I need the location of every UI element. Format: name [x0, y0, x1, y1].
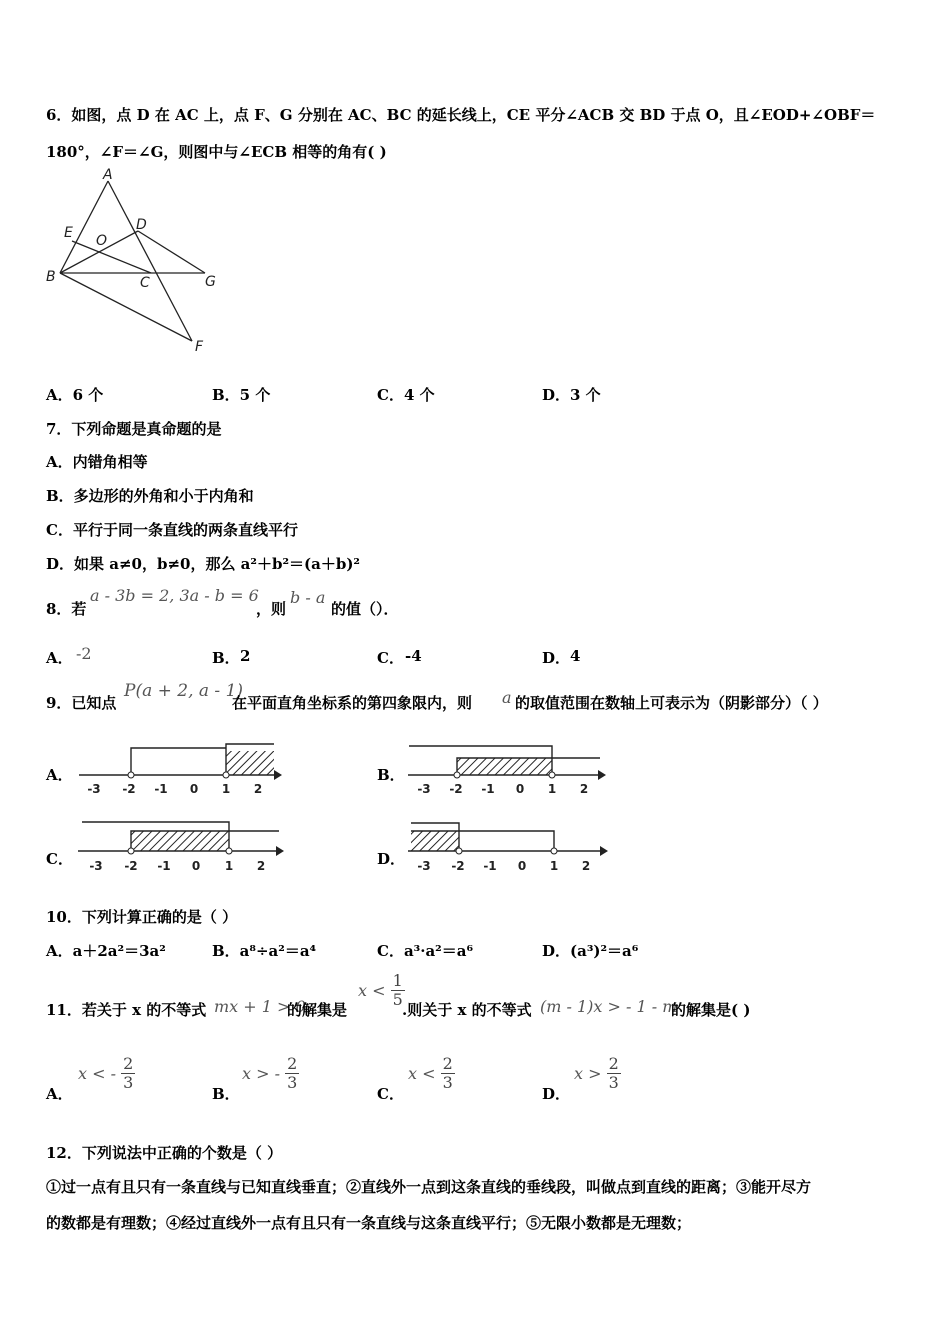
q6-geometry-figure — [40, 165, 225, 360]
q6-stem-line1: 6．如图，点 D 在 AC 上，点 F、G 分别在 AC、BC 的延长线上，CE 平分∠ACB 交 BD 于点 O，且∠EOD+∠OBF＝ — [46, 106, 876, 124]
q11-solution-num: 1 — [392, 971, 403, 990]
q11-option-b-lhs: x > - — [242, 1064, 281, 1083]
q11-option-d-fraction — [607, 1055, 621, 1092]
q11-option-c-expr — [408, 1055, 455, 1092]
q11-option-d-lhs: x > — [574, 1064, 602, 1083]
q11-option-c-num: 2 — [442, 1054, 453, 1073]
q8-option-b-letter: B． — [212, 649, 240, 667]
q11-solution-lhs: x < — [358, 981, 386, 1000]
q6-option-d: D．3 个 — [542, 386, 601, 404]
label-g: G — [205, 274, 216, 290]
tick: -2 — [122, 782, 136, 796]
q7-option-c: C．平行于同一条直线的两条直线平行 — [46, 521, 298, 539]
tick: 0 — [191, 859, 201, 873]
q10-option-d: D．(a³)²＝a⁶ — [542, 942, 639, 960]
q11-option-c-den: 3 — [442, 1073, 453, 1092]
q9-suffix: 的取值范围在数轴上可表示为（阴影部分）（ ） — [515, 694, 828, 712]
q10-option-a: A．a＋2a²＝3a² — [46, 942, 166, 960]
q11-middle2: .则关于 x 的不等式 — [402, 1001, 532, 1019]
tick: 1 — [549, 859, 559, 873]
q10-option-b: B．a⁸÷a²＝a⁴ — [212, 942, 317, 960]
q9-option-c-numberline — [74, 815, 289, 877]
q8-option-a-letter: A． — [46, 649, 73, 667]
q11-option-d-expr — [574, 1055, 621, 1092]
q9-option-b-letter: B． — [377, 766, 405, 784]
tick: 0 — [515, 782, 525, 796]
tick: -1 — [483, 859, 497, 873]
label-c: C — [140, 275, 150, 291]
q11-solution — [358, 972, 405, 1009]
q9-option-c-letter: C． — [46, 850, 73, 868]
q7-option-b: B．多边形的外角和小于内角和 — [46, 487, 254, 505]
q7-option-a: A．内错角相等 — [46, 453, 148, 471]
tick: -3 — [417, 782, 431, 796]
q9-var: a — [502, 688, 512, 707]
q10-option-c: C．a³·a²＝a⁶ — [377, 942, 474, 960]
q9-option-a-letter: A． — [46, 766, 73, 784]
tick: 2 — [253, 782, 263, 796]
q11-option-b-letter: B． — [212, 1085, 240, 1103]
tick: -2 — [451, 859, 465, 873]
q11-option-a-den: 3 — [123, 1073, 134, 1092]
label-a: A — [103, 167, 113, 183]
q11-option-d-letter: D． — [542, 1085, 571, 1103]
q11-option-a-lhs: x < - — [78, 1064, 117, 1083]
q11-option-b-fraction — [285, 1055, 299, 1092]
label-f: F — [195, 339, 204, 355]
q12-stem: 12．下列说法中正确的个数是（ ） — [46, 1144, 283, 1162]
tick: 2 — [256, 859, 266, 873]
label-d: D — [136, 217, 147, 233]
q8-option-d-value: 4 — [570, 647, 581, 665]
q8-suffix: 的值（）． — [331, 600, 399, 618]
q9-point: P(a + 2, a - 1) — [124, 681, 244, 701]
q11-option-b-den: 3 — [287, 1073, 298, 1092]
q12-line1: ①过一点有且只有一条直线与已知直线垂直；②直线外一点到这条直线的垂线段，叫做点到直线的距离；③能开尽方 — [46, 1178, 812, 1196]
q8-middle: ，则 — [256, 600, 287, 618]
q8-prefix: 8．若 — [46, 600, 87, 618]
q8-option-c-letter: C． — [377, 649, 404, 667]
q8-option-a-value: -2 — [76, 644, 92, 663]
q9-option-d-letter: D． — [377, 850, 406, 868]
q9-option-b-numberline — [404, 738, 614, 798]
q11-option-a-num: 2 — [123, 1054, 134, 1073]
q11-option-c-lhs: x < — [408, 1064, 436, 1083]
q9-option-a-numberline — [74, 738, 284, 798]
q9-option-d-numberline — [404, 815, 614, 877]
q10-stem: 10．下列计算正确的是（ ） — [46, 908, 238, 926]
q11-option-b-num: 2 — [287, 1054, 298, 1073]
tick: 2 — [579, 782, 589, 796]
label-o: O — [96, 233, 108, 249]
q11-prefix: 11．若关于 x 的不等式 — [46, 1001, 207, 1019]
q8-option-c-value: -4 — [405, 647, 422, 665]
tick: 1 — [221, 782, 231, 796]
q12-line2: 的数都是有理数；④经过直线外一点有且只有一条直线与这条直线平行；⑤无限小数都是无理数； — [46, 1214, 692, 1232]
tick: 2 — [581, 859, 591, 873]
q11-option-a-letter: A． — [46, 1085, 73, 1103]
tick: -1 — [154, 782, 168, 796]
tick: -1 — [157, 859, 171, 873]
q8-expr2: b - a — [290, 588, 326, 607]
q9-prefix: 9．已知点 — [46, 694, 117, 712]
q11-option-b-expr — [242, 1055, 299, 1092]
q11-option-d-num: 2 — [608, 1054, 619, 1073]
tick: 1 — [547, 782, 557, 796]
tick: -3 — [87, 782, 101, 796]
q8-expr1: a - 3b = 2, 3a - b = 6 — [90, 586, 259, 605]
tick: -3 — [417, 859, 431, 873]
q6-stem-line2: 180°，∠F＝∠G，则图中与∠ECB 相等的角有( ) — [46, 143, 387, 161]
tick: -2 — [124, 859, 138, 873]
tick: -1 — [481, 782, 495, 796]
tick: 0 — [189, 782, 199, 796]
q8-option-b-value: 2 — [240, 647, 251, 665]
q6-option-a: A．6 个 — [46, 386, 104, 404]
tick: -3 — [89, 859, 103, 873]
q9-middle: 在平面直角坐标系的第四象限内，则 — [232, 694, 473, 712]
q11-ineq1: mx + 1 > 0 — [214, 997, 306, 1016]
label-b: B — [46, 269, 56, 285]
q8-option-d-letter: D． — [542, 649, 571, 667]
q6-option-c: C．4 个 — [377, 386, 435, 404]
q7-option-d: D．如果 a≠0，b≠0，那么 a²＋b²＝(a＋b)² — [46, 555, 360, 573]
q7-stem: 7．下列命题是真命题的是 — [46, 420, 222, 438]
q6-option-b: B．5 个 — [212, 386, 271, 404]
q11-option-c-letter: C． — [377, 1085, 404, 1103]
q11-middle1: 的解集是 — [287, 1001, 348, 1019]
q11-solution-den: 5 — [392, 990, 403, 1009]
q11-option-c-fraction — [441, 1055, 455, 1092]
q11-option-a-fraction — [121, 1055, 135, 1092]
label-e: E — [64, 225, 73, 241]
q11-option-a-expr — [78, 1055, 135, 1092]
tick: -2 — [449, 782, 463, 796]
q11-ineq2: (m - 1)x > - 1 - m — [540, 997, 678, 1016]
tick: 0 — [517, 859, 527, 873]
q11-suffix: 的解集是( ) — [671, 1001, 751, 1019]
q11-option-d-den: 3 — [608, 1073, 619, 1092]
tick: 1 — [224, 859, 234, 873]
